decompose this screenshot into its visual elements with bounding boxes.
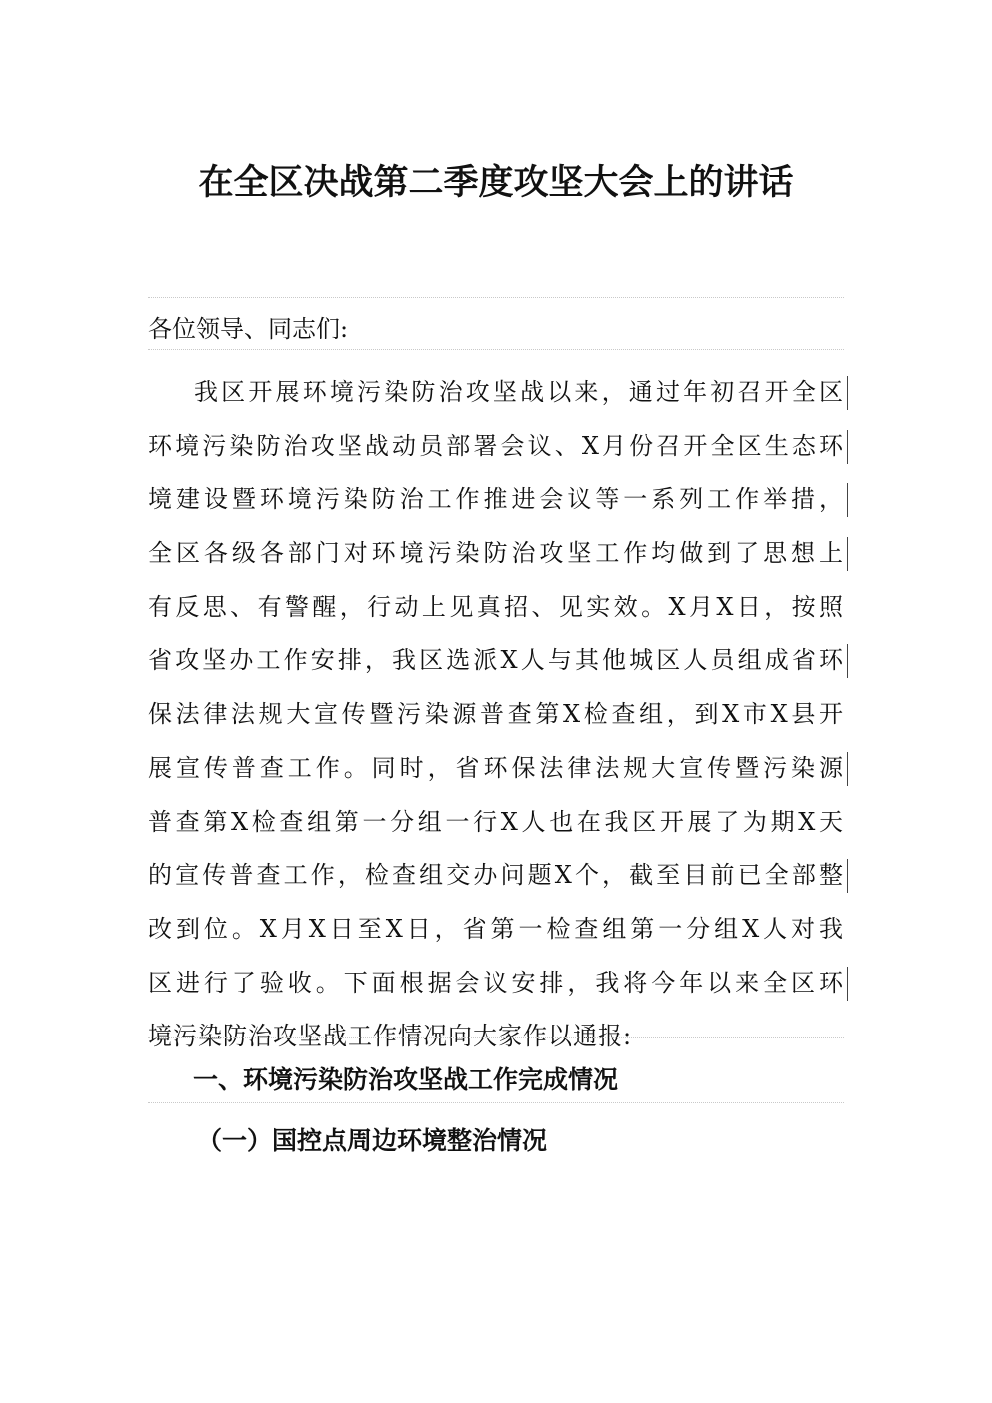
section-divider bbox=[148, 1037, 844, 1038]
paragraph-line: 保法律法规大宣传暨污染源普查第X检查组，到X市X县开 bbox=[148, 700, 844, 729]
section-divider bbox=[148, 1102, 844, 1103]
paragraph-line: 境污染防治攻坚战工作情况向大家作以通报: bbox=[148, 1022, 633, 1051]
line-end-mark bbox=[847, 752, 848, 786]
line-end-mark bbox=[847, 483, 848, 517]
paragraph-line: 展宣传普查工作。同时，省环保法律法规大宣传暨污染源 bbox=[148, 742, 844, 796]
paragraph-line: 区进行了验收。下面根据会议安排，我将今年以来全区环 bbox=[148, 957, 844, 1011]
paragraph-line: 环境污染防治攻坚战动员部署会议、X月份召开全区生态环 bbox=[148, 420, 844, 474]
section-heading-2: （一）国控点周边环境整治情况 bbox=[197, 1126, 548, 1155]
line-end-mark bbox=[847, 859, 848, 893]
paragraph-line: 省攻坚办工作安排，我区选派X人与其他城区人员组成省环 bbox=[148, 634, 844, 688]
section-heading-1: 一、环境污染防治攻坚战工作完成情况 bbox=[193, 1065, 619, 1094]
paragraph-line: 有反思、有警醒，行动上见真招、见实效。X月X日，按照 bbox=[148, 592, 844, 621]
paragraph-line: 普查第X检查组第一分组一行X人也在我区开展了为期X天 bbox=[148, 807, 844, 836]
line-end-mark bbox=[847, 967, 848, 1001]
line-end-mark bbox=[847, 644, 848, 678]
section-divider bbox=[148, 297, 844, 298]
line-end-mark bbox=[847, 376, 848, 410]
body-paragraph bbox=[148, 366, 844, 1064]
line-end-mark bbox=[847, 430, 848, 464]
section-divider bbox=[148, 349, 844, 350]
salutation: 各位领导、同志们: bbox=[148, 315, 349, 343]
paragraph-line: 的宣传普查工作，检查组交办问题X个，截至目前已全部整 bbox=[148, 849, 844, 903]
document-title: 在全区决战第二季度攻坚大会上的讲话 bbox=[198, 162, 794, 203]
paragraph-line: 改到位。X月X日至X日，省第一检查组第一分组X人对我 bbox=[148, 914, 844, 943]
paragraph-line: 境建设暨环境污染防治工作推进会议等一系列工作举措， bbox=[148, 473, 844, 527]
paragraph-line: 我区开展环境污染防治攻坚战以来，通过年初召开全区 bbox=[148, 366, 844, 420]
line-end-mark bbox=[847, 537, 848, 571]
paragraph-line: 全区各级各部门对环境污染防治攻坚工作均做到了思想上 bbox=[148, 527, 844, 581]
